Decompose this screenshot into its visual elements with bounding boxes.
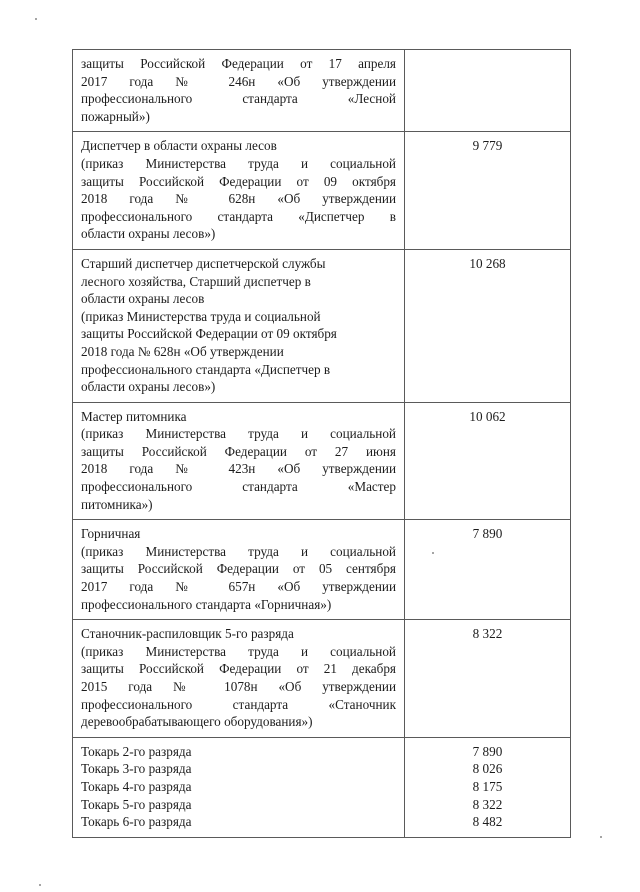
position-title: Токарь 6-го разряда [81, 814, 192, 830]
position-text-line: (приказ Министерства труда и социальной [81, 308, 321, 324]
position-text-line: профессионального стандарта «Диспетчер в [81, 208, 396, 224]
position-text-line: (приказ Министерства труда и социальной [81, 426, 396, 442]
position-cell [73, 132, 405, 250]
position-text-line: 2017 года № 657н «Об утверждении [81, 579, 396, 595]
salary-value: 8 175 [472, 778, 503, 794]
table-row [73, 402, 571, 520]
salary-cell [405, 249, 571, 402]
position-text-line: деревообрабатывающего оборудования») [81, 714, 313, 730]
table-row [73, 737, 571, 837]
position-cell [73, 50, 405, 132]
position-text-line: профессионального стандарта «Лесной [81, 91, 396, 107]
position-title: Токарь 4-го разряда [81, 778, 192, 794]
scan-speck [600, 836, 602, 838]
position-text-line: защиты Российской Федерации от 09 октября [81, 326, 337, 342]
position-text-line: профессионального стандарта «Мастер [81, 479, 396, 495]
position-text-line: области охраны лесов») [81, 379, 216, 395]
position-text-line: профессионального стандарта «Диспетчер в [81, 361, 331, 377]
salary-value: 9 779 [472, 138, 503, 154]
position-text-line: питомника») [81, 496, 153, 512]
salary-value: 7 890 [472, 526, 503, 542]
position-cell [73, 402, 405, 520]
scan-speck [35, 18, 37, 20]
position-title: Диспетчер в области охраны лесов [81, 138, 277, 154]
salary-cell [405, 737, 571, 837]
position-text-line: 2018 года № 628н «Об утверждении [81, 191, 396, 207]
wage-table [72, 49, 571, 838]
position-text-line: защиты Российской Федерации от 17 апреля [81, 56, 396, 71]
position-cell [73, 620, 405, 738]
salary-value: 10 268 [469, 255, 506, 271]
salary-value: 7 890 [472, 743, 503, 759]
salary-value: 10 062 [469, 408, 506, 424]
position-title: области охраны лесов [81, 291, 205, 307]
salary-value: 8 322 [472, 796, 503, 812]
table-row [73, 249, 571, 402]
position-title: Станочник-распиловщик 5-го разряда [81, 626, 294, 642]
position-title: Токарь 5-го разряда [81, 796, 192, 812]
position-text-line: защиты Российской Федерации от 21 декабря [81, 661, 396, 677]
scan-speck [432, 552, 434, 554]
position-title: лесного хозяйства, Старший диспетчер в [81, 273, 311, 289]
position-text-line: профессионального стандарта «Горничная») [81, 596, 332, 612]
position-text-line: пожарный») [81, 108, 150, 124]
position-text-line: профессионального стандарта «Станочник [81, 696, 396, 712]
position-text-line: (приказ Министерства труда и социальной [81, 155, 396, 171]
position-cell [73, 249, 405, 402]
position-text-line: (приказ Министерства труда и социальной [81, 643, 396, 659]
position-text-line: (приказ Министерства труда и социальной [81, 543, 396, 559]
salary-cell [405, 50, 571, 132]
position-text-line: 2018 года № 628н «Об утверждении [81, 343, 284, 359]
table-row [73, 520, 571, 620]
position-title: Токарь 3-го разряда [81, 761, 192, 777]
salary-cell [405, 520, 571, 620]
salary-value: 8 482 [472, 814, 503, 830]
position-title: Токарь 2-го разряда [81, 743, 192, 759]
position-text-line: защиты Российской Федерации от 27 июня [81, 443, 396, 459]
table-row [73, 50, 571, 132]
position-cell [73, 737, 405, 837]
position-text-line: защиты Российской Федерации от 05 сентября [81, 561, 396, 577]
position-cell [73, 520, 405, 620]
table-row [73, 132, 571, 250]
salary-cell [405, 620, 571, 738]
position-title: Старший диспетчер диспетчерской службы [81, 255, 326, 271]
salary-cell [405, 402, 571, 520]
salary-cell [405, 132, 571, 250]
position-title: Горничная [81, 526, 141, 542]
position-text-line: 2015 года № 1078н «Об утверждении [81, 679, 396, 694]
table-row [73, 620, 571, 738]
scan-speck [39, 884, 41, 886]
position-title: Мастер питомника [81, 408, 187, 424]
position-text-line: области охраны лесов») [81, 226, 216, 242]
position-text-line: 2017 года № 246н «Об утверждении [81, 73, 396, 89]
position-text-line: 2018 года № 423н «Об утверждении [81, 461, 396, 477]
position-text-line: защиты Российской Федерации от 09 октября [81, 173, 396, 189]
salary-value: 8 322 [472, 626, 503, 642]
salary-value: 8 026 [472, 761, 503, 777]
